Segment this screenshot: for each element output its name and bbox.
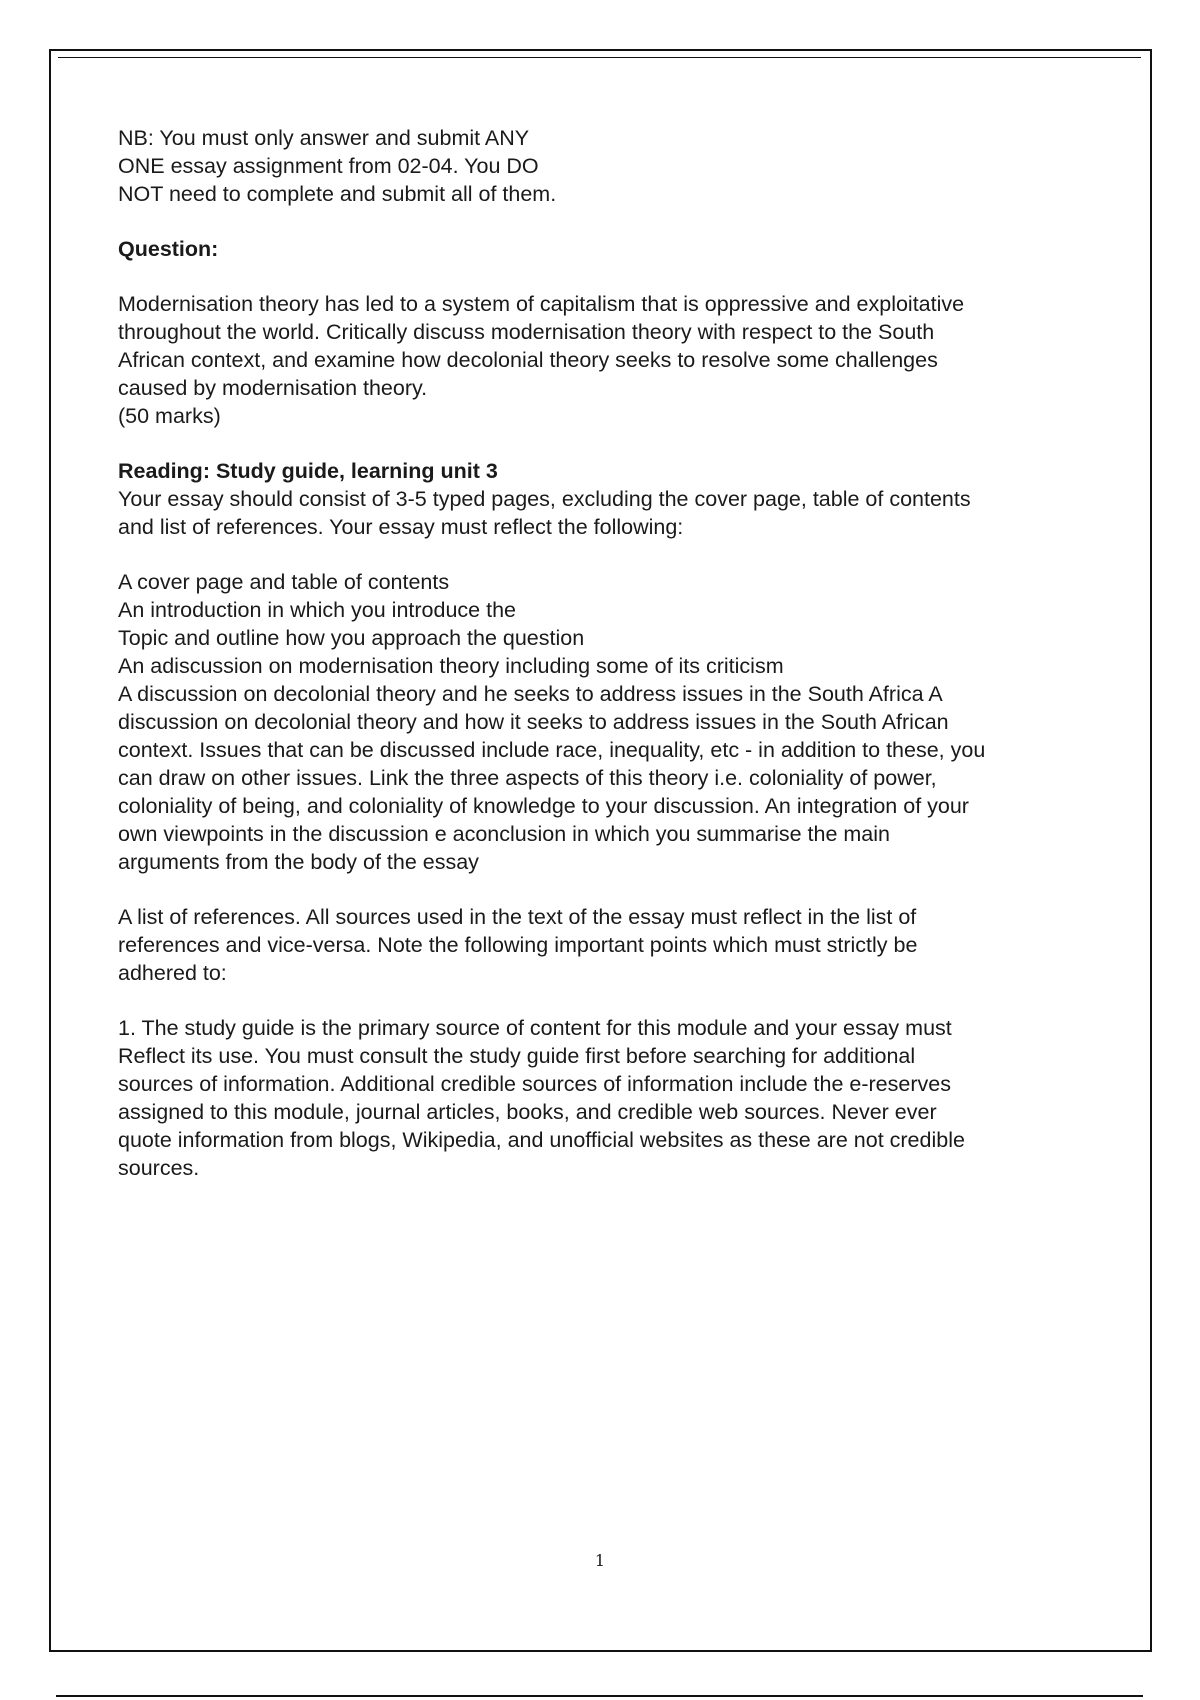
paragraph-gap [118, 541, 1108, 568]
point-1-line: 1. The study guide is the primary source of content for this module and your essay must [118, 1016, 952, 1040]
paragraph-gap [118, 208, 1108, 235]
requirement-line: A discussion on decolonial theory and he seeks to address issues in the South Africa A [118, 682, 943, 706]
requirement-line: can draw on other issues. Link the three aspects of this theory i.e. coloniality of power, [118, 766, 937, 790]
question-line: caused by modernisation theory. [118, 376, 428, 400]
point-1-line: assigned to this module, journal articles, books, and credible web sources. Never ever [118, 1100, 937, 1124]
requirement-line: An adiscussion on modernisation theory including some of its criticism [118, 654, 784, 678]
references-line: A list of references. All sources used in the text of the essay must reflect in the list of [118, 905, 917, 929]
nb-note-line: NB: You must only answer and submit ANY [118, 126, 530, 150]
requirement-line: discussion on decolonial theory and how it seeks to address issues in the South African [118, 710, 949, 734]
point-1-line: sources. [118, 1156, 200, 1180]
references-paragraph [118, 903, 1108, 987]
reading-line: Your essay should consist of 3-5 typed pages, excluding the cover page, table of contents [118, 487, 971, 511]
document-body [118, 124, 1108, 1182]
nb-note-line: ONE essay assignment from 02-04. You DO [118, 154, 539, 178]
point-1-line: Reflect its use. You must consult the study guide first before searching for additional [118, 1044, 916, 1068]
references-line: adhered to: [118, 961, 227, 985]
question-line: Modernisation theory has led to a system of capitalism that is oppressive and exploitative [118, 292, 965, 316]
question-heading: Question: [118, 237, 219, 261]
nb-note [118, 124, 1108, 208]
reading-heading: Reading: Study guide, learning unit 3 [118, 459, 498, 483]
requirement-line: context. Issues that can be discussed include race, inequality, etc - in addition to these, you [118, 738, 986, 762]
requirement-line: A cover page and table of contents [118, 570, 450, 594]
requirement-line: Topic and outline how you approach the question [118, 626, 585, 650]
requirement-line: coloniality of being, and coloniality of knowledge to your discussion. An integration of your [118, 794, 969, 818]
reading-line: and list of references. Your essay must reflect the following: [118, 515, 684, 539]
question-marks: (50 marks) [118, 404, 221, 428]
point-1-line: quote information from blogs, Wikipedia, and unofficial websites as these are not credible [118, 1128, 965, 1152]
requirement-line: own viewpoints in the discussion e aconclusion in which you summarise the main [118, 822, 890, 846]
question-line: African context, and examine how decolonial theory seeks to resolve some challenges [118, 348, 938, 372]
page-number: 1 [594, 1551, 606, 1570]
question-line: throughout the world. Critically discuss modernisation theory with respect to the South [118, 320, 935, 344]
reading-section [118, 457, 1108, 541]
question-text [118, 290, 1108, 430]
point-1-paragraph [118, 1014, 1108, 1182]
nb-note-line: NOT need to complete and submit all of them. [118, 182, 557, 206]
requirement-line: An introduction in which you introduce the [118, 598, 516, 622]
bottom-rule [56, 1695, 1143, 1697]
requirement-line: arguments from the body of the essay [118, 850, 479, 874]
paragraph-gap [118, 987, 1108, 1014]
paragraph-gap [118, 430, 1108, 457]
point-1-line: sources of information. Additional credible sources of information include the e-reserves [118, 1072, 951, 1096]
paragraph-gap [118, 876, 1108, 903]
frame-top-rule [58, 57, 1141, 58]
references-line: references and vice-versa. Note the following important points which must strictly be [118, 933, 918, 957]
requirements-list [118, 568, 1108, 876]
paragraph-gap [118, 263, 1108, 290]
